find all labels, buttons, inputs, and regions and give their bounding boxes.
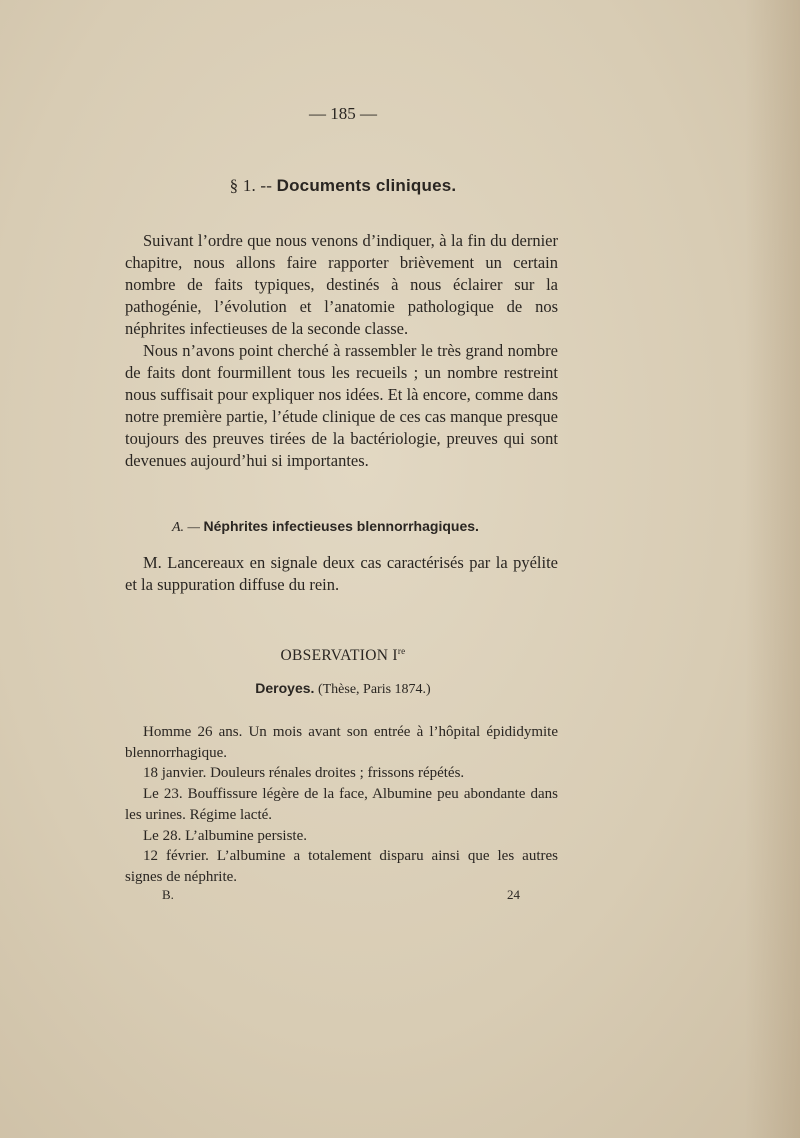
observation-line: Le 23. Bouffissure légère de la face, Albumine peu abondante dans les urines. Régime lacté.: [125, 786, 558, 823]
observation-line: 12 février. L’albumine a totalement disparu ainsi que les autres signes de néphrite.: [125, 848, 558, 885]
observation-line: Homme 26 ans. Un mois avant son entrée à l’hôpital épididymite blennorrhagique.: [125, 724, 558, 761]
observation-title: OBSERVATION Ire: [280, 646, 406, 665]
source-author: Deroyes.: [255, 680, 315, 696]
subheading: [172, 518, 479, 536]
page-edge-shadow: [745, 0, 800, 1138]
section-heading: [0, 176, 686, 196]
subheading-letter: A. —: [172, 520, 200, 535]
observation-title-sup: re: [397, 646, 406, 656]
section-symbol: § 1. --: [229, 176, 273, 195]
observation-line: 18 janvier. Douleurs rénales droites ; frissons répétés.: [143, 765, 465, 782]
paragraph: M. Lancereaux en signale deux cas caractérisés par la pyélite et la suppuration diffuse du rein.: [125, 553, 558, 594]
body-paragraph-3: [125, 552, 558, 596]
observation-line: Le 28. L’albumine persiste.: [143, 827, 307, 844]
observation-source: [0, 680, 686, 698]
source-reference: (Thèse, Paris 1874.): [317, 682, 431, 697]
paragraph: Suivant l’ordre que nous venons d’indiquer, à la fin du dernier chapitre, nous allons faire rapporter brièvement un certain nombre de faits typiques, destinés à nous éclairer sur la pathogénie, l’évolution et l’anatomie pathologique de nos néphrites infectieuses de la seconde classe.: [125, 231, 558, 338]
section-title: Documents cliniques.: [276, 176, 457, 195]
footer-sheet-number: 24: [507, 887, 520, 902]
body-paragraph-2: [125, 340, 558, 472]
body-paragraph-1: [125, 230, 558, 340]
paragraph: Nous n’avons point cherché à rassembler le très grand nombre de faits dont fourmillent tous les recueils ; un nombre restreint nous suffisait pour expliquer nos idées. Et là encore, comme dans notre première partie, l’étude clinique de ces cas manque presque toujours des preuves tirées de la bactériologie, preuves qui sont devenues aujourd’hui si importantes.: [125, 341, 558, 470]
observation-body: [125, 722, 558, 888]
page-number: — 185 —: [309, 104, 377, 123]
footer-signature: B.: [162, 887, 174, 902]
subheading-title: Néphrites infectieuses blennorrhagiques.: [203, 518, 479, 534]
